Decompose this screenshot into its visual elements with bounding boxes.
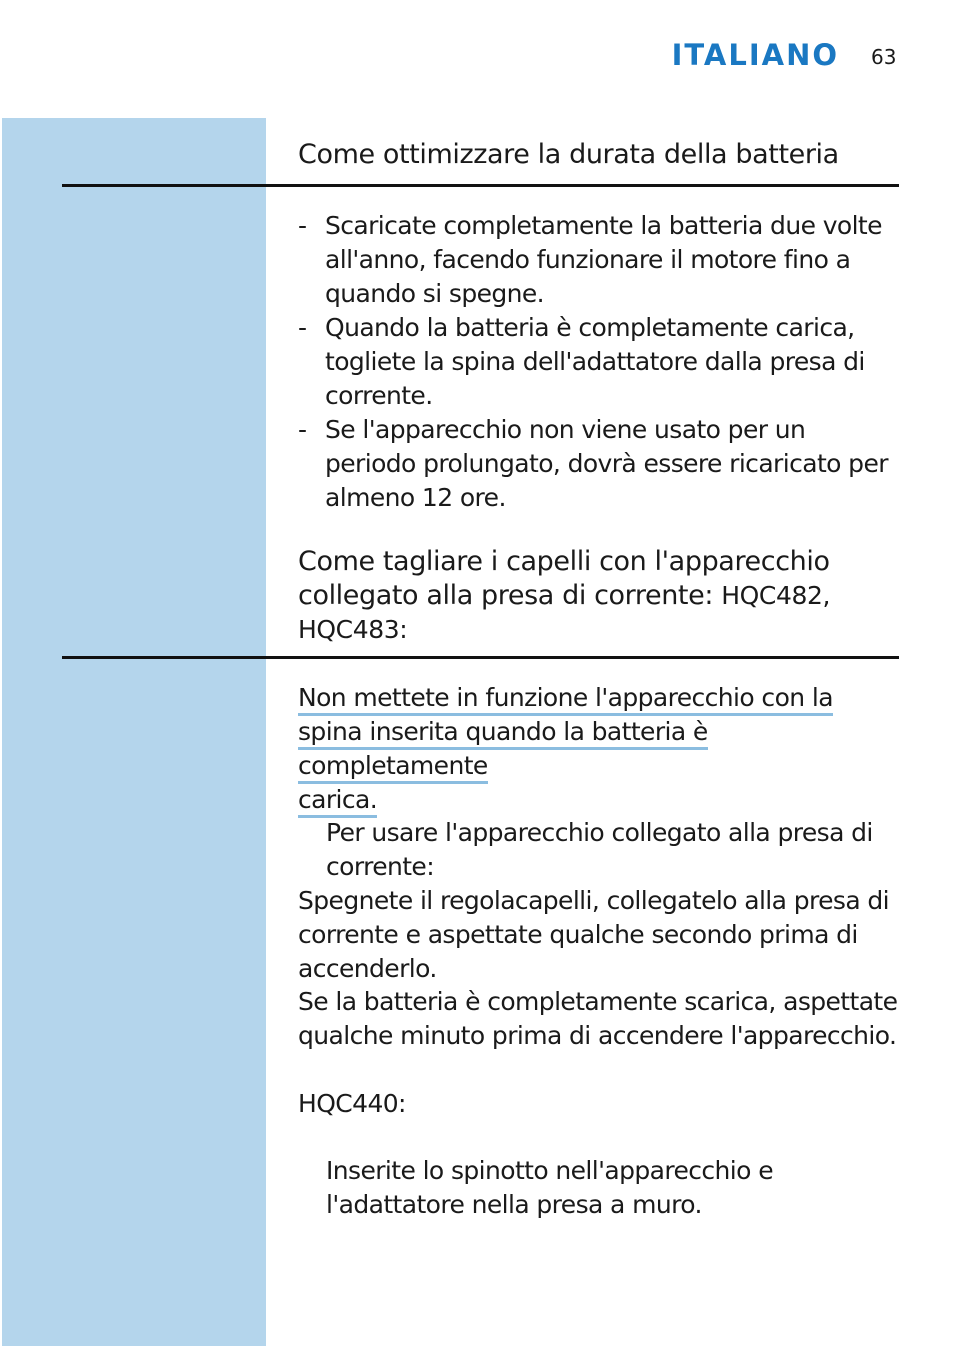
section-title-bold: Come tagliare i capelli con l'apparecchio collegato alla presa di corrente: [298,546,830,611]
section-title-models: HQC482, HQC483: [298,581,831,644]
list-item [298,413,898,515]
section-title-corded-use [298,545,898,647]
list-item-text: Scaricate completamente la batteria due volte all'anno, facendo funzionare il motore fino a quando si spegne. [325,211,882,308]
step-insert-plug: Inserite lo spinotto nell'apparecchio e l'adattatore nella presa a muro. [326,1156,773,1219]
step-heading: Per usare l'apparecchio collegato alla presa di corrente: [326,818,873,881]
section-title-battery: Come ottimizzare la durata della batteria [298,139,839,170]
list-item [298,311,898,413]
warning-line: carica. [298,785,377,818]
battery-tips-list [298,209,898,515]
paragraph-switch-off: Spegnete il regolacapelli, collegatelo alla presa di corrente e aspettate qualche secondo prima di accenderlo. [298,886,890,983]
warning-line: Non mettete in funzione l'apparecchio con la [298,683,833,716]
dash-marker: - [298,415,307,444]
list-item-text: Quando la batteria è completamente carica, togliete la spina dell'adattatore dalla presa di corrente. [325,313,865,410]
section-divider [62,656,899,659]
warning-note [298,681,898,817]
sidebar-panel [2,118,266,1346]
page-number: 63 [871,45,897,69]
list-item-text: Se l'apparecchio non viene usato per un periodo prolungato, dovrà essere ricaricato per almeno 12 ore. [325,415,888,512]
paragraph-empty-battery: Se la batteria è completamente scarica, aspettate qualche minuto prima di accendere l'apparecchio. [298,987,898,1050]
warning-line: spina inserita quando la batteria è completamente [298,717,708,784]
language-label: ITALIANO [671,38,839,72]
section-divider [62,184,899,187]
dash-marker: - [298,313,307,342]
model-label: HQC440: [298,1089,406,1118]
dash-marker: - [298,211,307,240]
list-item [298,209,898,311]
